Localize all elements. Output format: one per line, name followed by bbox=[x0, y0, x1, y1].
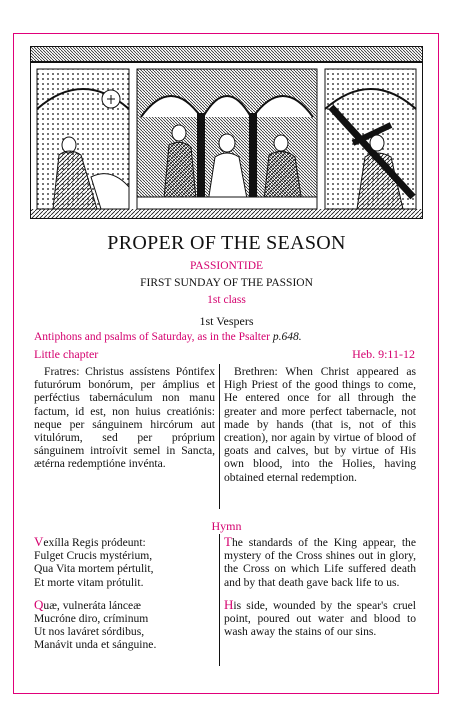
chapter-reference: Heb. 9:11-12 bbox=[352, 347, 415, 361]
stanza-initial: V bbox=[34, 534, 44, 549]
stanza-text: is side, wounded by the spear's cruel point, poured out water and blood to wash away the stains of our sins. bbox=[224, 598, 416, 639]
agony-in-garden-panel bbox=[37, 69, 129, 209]
office-heading: 1st Vespers bbox=[199, 314, 254, 328]
chapter-latin bbox=[34, 365, 215, 471]
chapter-english bbox=[224, 365, 416, 484]
hymn-latin bbox=[34, 535, 215, 661]
stanza-line: Qua Vita mortem pértulit, bbox=[34, 562, 154, 576]
sunday-heading: FIRST SUNDAY OF THE PASSION bbox=[140, 277, 313, 289]
class-label: 1st class bbox=[207, 294, 246, 306]
crowning-with-thorns-panel bbox=[137, 69, 317, 209]
stanza-initial: H bbox=[224, 596, 234, 612]
chapter-latin-text: Fratres: Christus assístens Póntifex futurórum bonórum, per ámplius et perféctius tabernáculum non manu factum, id est, non huius creatiónis: neque per sánguinem hircórum aut vitulórum, sed per próprium sánguinem introívit semel in Sancta, ætérna redemptióne invénta. bbox=[34, 365, 215, 471]
stanza-line: Et morte vitam prótulit. bbox=[34, 575, 144, 589]
season-heading: PASSIONTIDE bbox=[189, 260, 264, 272]
stanza-initial: Q bbox=[34, 596, 44, 612]
antiphon-page: p.648. bbox=[272, 331, 302, 343]
stanza-text: he standards of the King appear, the mystery of the Cross shines out in glory, the Cross on which Life suffered death and by that death gave back life to us. bbox=[224, 536, 416, 589]
stanza-line: Manávit unda et sánguine. bbox=[34, 638, 157, 652]
stanza-line: Mucróne diro, críminum bbox=[34, 612, 149, 626]
column-divider bbox=[219, 364, 220, 509]
stanza-line: exílla Regis pródeunt: bbox=[43, 536, 146, 549]
stanza-line: uæ, vulneráta lánceæ bbox=[43, 598, 141, 612]
english-stanza bbox=[224, 535, 416, 589]
antiphon-rubric bbox=[34, 331, 302, 343]
hymn-english bbox=[224, 535, 416, 647]
latin-stanza bbox=[34, 535, 215, 589]
latin-stanza bbox=[34, 598, 215, 652]
woodcut-illustration bbox=[30, 46, 423, 219]
antiphon-text: Antiphons and psalms of Saturday, as in the Psalter bbox=[34, 331, 270, 343]
stanza-initial: T bbox=[224, 534, 232, 549]
english-stanza bbox=[224, 598, 416, 639]
carrying-cross-panel bbox=[325, 69, 416, 209]
hymn-heading: Hymn bbox=[211, 519, 242, 533]
stanza-line: Fulget Crucis mystérium, bbox=[34, 549, 153, 563]
little-chapter-label: Little chapter bbox=[34, 347, 99, 361]
hymn-column-divider bbox=[219, 534, 220, 666]
page-title: PROPER OF THE SEASON bbox=[107, 232, 346, 254]
stanza-line: Ut nos laváret sórdibus, bbox=[34, 625, 145, 639]
chapter-english-text: Brethren: When Christ appeared as High Priest of the good things to come, He entered once for all through the greater and more perfect tabernacle, not made by hands (that is, not of this creation), nor again by virtue of blood of goats and calves, but by virtue of His own blood, into the Holies, having obtained eternal redemption. bbox=[224, 365, 416, 484]
